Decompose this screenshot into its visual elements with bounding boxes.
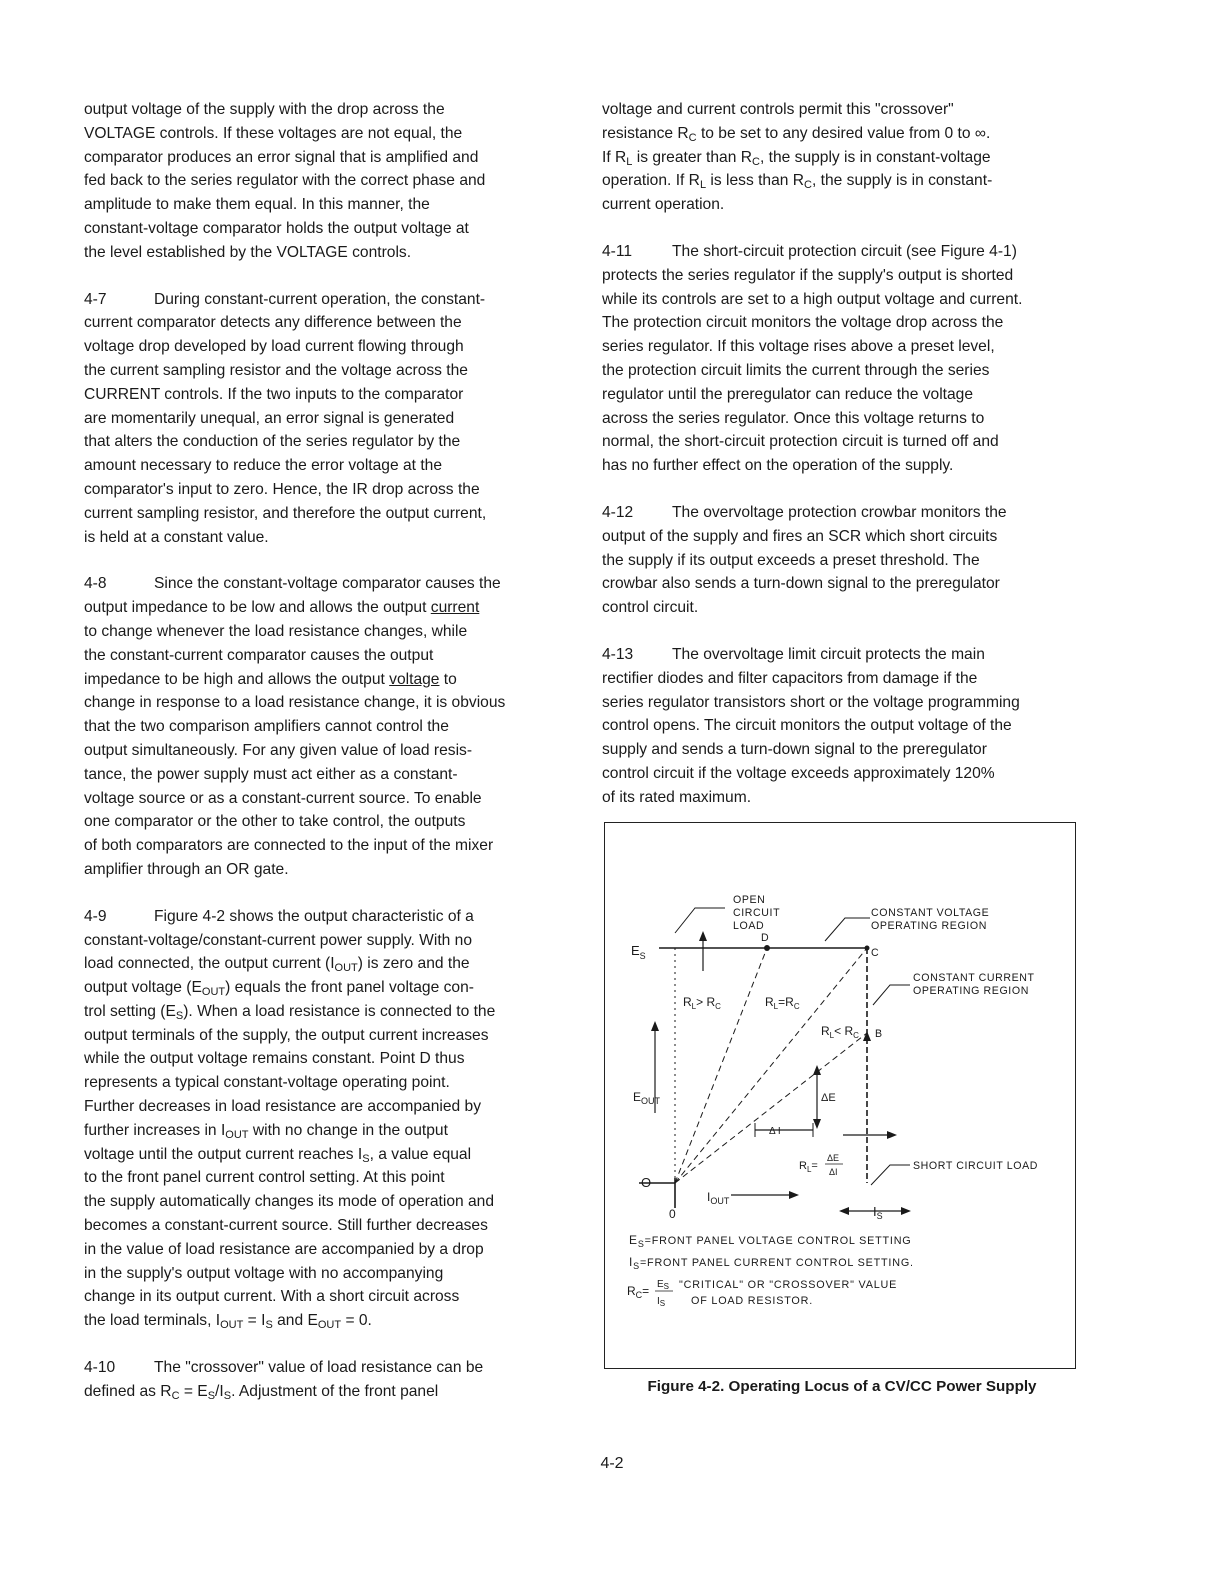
delta-e-label: ΔE — [821, 1092, 836, 1104]
paragraph-text: = 0. — [341, 1312, 372, 1330]
iout-arrowhead — [789, 1191, 799, 1199]
paragraph-4-13 — [602, 643, 1102, 810]
is-arrowhead-left — [839, 1207, 849, 1215]
paragraph-text: , a value equal to the front panel current control setting. At this point the supply automatically changes its mode of operation and becomes a constant-current source. Still further decreases in the value of load resistance are accompanied by a drop in the supply's output voltage with no accompanying change in its output current. With a short circuit across the load terminals, I — [84, 1145, 495, 1330]
open-circuit-label-1: OPEN — [733, 894, 766, 906]
operating-locus-diagram — [605, 823, 1075, 1368]
subscript: OUT — [334, 962, 358, 975]
paragraph-number: 4-8 — [84, 575, 107, 593]
rl-gt-rc-label: $R_L> R_C$ — [683, 995, 721, 1011]
legend-is: $I_S=FRONT$ PANEL CURRENT CONTROL SETTING. — [629, 1255, 914, 1271]
legend-rc-numerator: $E_S$ — [657, 1279, 670, 1291]
paragraph-continued — [602, 98, 1102, 217]
load-line-rl-gt-rc — [675, 948, 767, 1183]
subscript: C — [171, 1389, 180, 1402]
point-d-label: D — [761, 932, 770, 944]
paragraph-number: 4-12 — [602, 503, 634, 521]
is-upper-arrowhead — [887, 1131, 897, 1139]
paragraph-4-11 — [602, 240, 1102, 478]
open-circuit-label-2: CIRCUIT — [733, 907, 781, 919]
paragraph-text: The overvoltage limit circuit protects the main rectifier diodes and filter capacitors from damage if the series regulator transistors short or the voltage programming control opens. The circuit monitors the output voltage of the supply and sends a turn-down signal to the preregulator control circuit if the voltage exceeds approximately 120% of its rated maximum. — [602, 645, 1020, 806]
point-d-marker — [764, 945, 770, 951]
paragraph-text: to change whenever the load resistance changes, while the constant-current comparator causes the output impedance to be high and allows the output — [84, 622, 468, 688]
paragraph-text: is greater than R — [632, 148, 753, 166]
paragraph-text: with no change in the output voltage until the output current reaches I — [84, 1121, 448, 1163]
cv-region-label-2: OPERATING REGION — [871, 920, 987, 932]
paragraph-text: The short-circuit protection circuit (see Figure 4-1) protects the series regulator if the supply's output is shorted while its controls are set to a high output voltage and current. The protection circuit monitors the voltage drop across the series regulator. If this voltage rises above a preset level, the protection circuit limits the current through the series regulator until the preregulator can reduce the voltage across the series regulator. Once this voltage returns to normal, the short-circuit protection circuit is turned off and has no further effect on the operation of the supply. — [602, 242, 1023, 475]
rl-formula-numerator: ΔE — [827, 1153, 840, 1163]
paragraph-number: 4-9 — [84, 907, 107, 925]
paragraph-text: voltage and current controls permit this "crossover" resistance R — [602, 101, 954, 142]
short-circuit-label: SHORT CIRCUIT LOAD — [913, 1160, 1038, 1172]
subscript: C — [688, 131, 697, 144]
subscript: L — [699, 179, 707, 192]
paragraph-text: , the supply is in constant-voltage operation. If R — [602, 148, 991, 190]
paragraph-text: to be set to any desired value from 0 to ∞. If R — [602, 124, 991, 166]
zero-current-label: 0 — [669, 1207, 676, 1221]
short-circuit-leader — [871, 1165, 910, 1185]
point-c-label: C — [871, 947, 880, 959]
paragraph-number: 4-11 — [602, 242, 633, 260]
rl-formula-label: $R_L=$ — [799, 1160, 818, 1174]
rl-formula-denominator: ΔI — [829, 1167, 838, 1177]
paragraph-text: ) equals the front panel voltage con- trol setting (E — [84, 979, 474, 1020]
paragraph-text: During constant-current operation, the constant- current comparator detects any difference between the voltage drop developed by load current flowing through the current sampling resistor and the voltage across the CURRENT controls. If the two inputs to the comparator are momentarily unequal, an error signal is generated that alters the conduction of the series regulator by the amount necessary to reduce the error voltage at the comparator's input to zero. Hence, the IR drop across the current sampling resistor, and therefore the output current, is held at a constant value. — [84, 290, 487, 546]
paragraph-text: , the supply is in constant- current operation. — [602, 172, 993, 214]
cv-region-leader — [825, 918, 870, 941]
legend-rc-text-2: OF LOAD RESISTOR. — [691, 1295, 813, 1307]
paragraph-number: 4-10 — [84, 1359, 116, 1377]
legend-es: $E_S=FRONT$ PANEL VOLTAGE CONTROL SETTING — [629, 1233, 912, 1249]
left-column — [84, 98, 574, 1427]
paragraph-text: is less than R — [706, 172, 805, 190]
cv-region-label-1: CONSTANT VOLTAGE — [871, 907, 990, 919]
delta-e-arrowhead-down — [813, 1119, 821, 1129]
paragraph-continued: output voltage of the supply with the drop across the VOLTAGE controls. If these voltages are not equal, the comparator produces an error signal that is amplified and fed back to the series regulator with the correct phase and amplitude to make them equal. In this manner, the constant-voltage comparator holds the output voltage at the level established by the VOLTAGE controls. — [84, 101, 486, 261]
subscript: S — [207, 1389, 216, 1402]
subscript: OUT — [201, 986, 226, 999]
paragraph-text: and E — [272, 1312, 318, 1330]
paragraph-text: = E — [179, 1382, 208, 1400]
underlined-word: current — [430, 599, 480, 617]
page-number: 4-2 — [600, 1455, 624, 1472]
paragraph-text: ). When a load resistance is connected to the output terminals of the supply, the output current increases while the output voltage remains constant. Point D thus represents a typical constant-voltage operating point. Further decreases in load resistance are accompanied by further increases in I — [84, 1002, 496, 1139]
point-b-label: B — [875, 1028, 883, 1040]
rl-eq-rc-label: $R_L=R_C$ — [765, 995, 800, 1011]
subscript: C — [752, 155, 760, 168]
paragraph-4-8 — [84, 572, 574, 881]
paragraph-number: 4-7 — [84, 290, 107, 308]
delta-i-label: Δ I — [769, 1126, 781, 1137]
underlined-word: voltage — [389, 670, 440, 688]
paragraph-text: = I — [243, 1312, 266, 1330]
subscript: OUT — [220, 1319, 244, 1332]
subscript: S — [265, 1319, 273, 1332]
paragraph-4-10 — [84, 1356, 574, 1404]
point-c-marker — [865, 946, 870, 951]
subscript: S — [223, 1389, 232, 1402]
paragraph-text: /I — [215, 1382, 224, 1400]
paragraph-text: . Adjustment of the front panel — [231, 1382, 439, 1400]
subscript: S — [175, 1009, 184, 1022]
zero-voltage-label: O — [641, 1175, 652, 1190]
figure-4-2-box — [604, 822, 1076, 1369]
open-circuit-label-3: LOAD — [733, 920, 765, 932]
cc-region-label-2: OPERATING REGION — [913, 985, 1029, 997]
paragraph-4-7 — [84, 288, 574, 550]
es-label: $E_S$ — [631, 943, 646, 961]
is-label: $I_S$ — [873, 1204, 883, 1221]
paragraph-text: The overvoltage protection crowbar monitors the output of the supply and fires an SCR which short circuits the supply if its output exceeds a preset threshold. The crowbar also sends a turn-down signal to the preregulator control circuit. — [602, 503, 1007, 617]
paragraph-text: to change in response to a load resistance change, it is obvious that the two comparison amplifiers cannot control the output simultaneously. For any given value of load resis- tance, the power supply must act either as a constant- voltage source or as a constant-current source. To enable one comparator or the other to take control, the outputs of both comparators are connected to the input of the mixer amplifier through an OR gate. — [84, 670, 506, 878]
paragraph-text: Since the constant-voltage comparator causes the output impedance to be low and allows the output — [84, 575, 501, 617]
eout-label: $E_{OUT}$ — [633, 1090, 661, 1106]
figure-caption: Figure 4-2. Operating Locus of a CV/CC Power Supply — [647, 1378, 1037, 1395]
cc-region-leader — [873, 985, 910, 1005]
paragraph-text: The "crossover" value of load resistance can be defined as R — [84, 1359, 484, 1400]
is-arrowhead-right — [901, 1207, 911, 1215]
point-b-arrowhead — [863, 1031, 871, 1041]
load-line-rl-eq-rc — [675, 948, 867, 1183]
legend-rc-text-1: "CRITICAL" OR "CROSSOVER" VALUE — [679, 1279, 898, 1291]
subscript: L — [626, 155, 633, 168]
subscript: C — [804, 179, 812, 192]
paragraph-text: ) is zero and the output voltage (E — [84, 955, 470, 997]
eout-arrowhead — [651, 1021, 659, 1031]
legend-rc-denominator: $I_S$ — [657, 1296, 666, 1308]
paragraph-4-9 — [84, 905, 574, 1333]
paragraph-number: 4-13 — [602, 645, 634, 663]
cc-region-label-1: CONSTANT CURRENT — [913, 972, 1035, 984]
iout-label: $I_{OUT}$ — [707, 1190, 730, 1206]
right-column — [602, 98, 1102, 833]
paragraph-text: Figure 4-2 shows the output characteristic of a constant-voltage/constant-current power supply. With no load connected, the output current (I — [84, 907, 474, 973]
legend-rc: $R_C=$ — [627, 1284, 650, 1300]
subscript: OUT — [317, 1319, 342, 1332]
subscript: OUT — [225, 1128, 249, 1141]
open-circuit-leader — [675, 908, 725, 933]
paragraph-4-12 — [602, 501, 1102, 620]
rl-lt-rc-label: $R_L< R_C$ — [821, 1024, 859, 1040]
subscript: S — [362, 1152, 370, 1165]
